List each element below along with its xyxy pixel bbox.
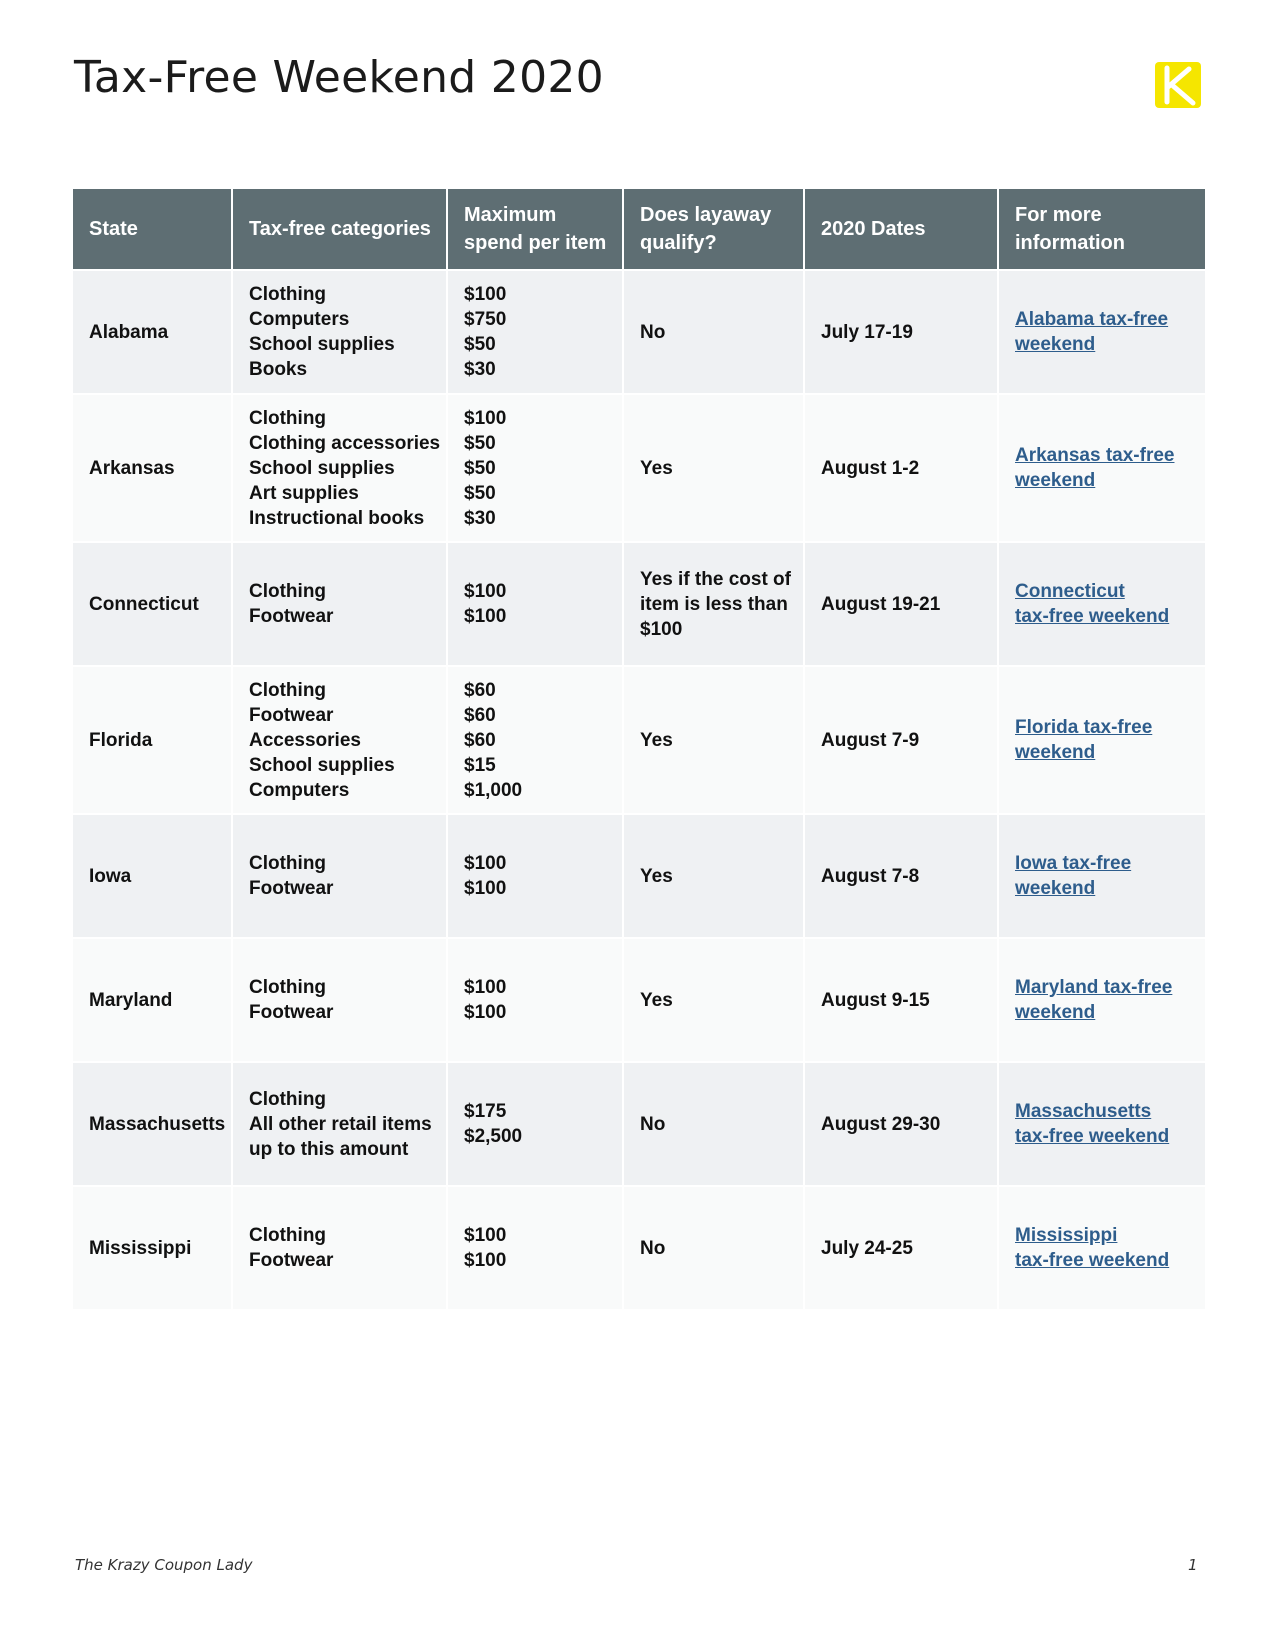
mississippi-info-link[interactable]: Mississippi tax-free weekend [1015,1225,1170,1271]
layaway-cell: Yes [624,939,803,1061]
table-row [73,939,1205,1061]
layaway-cell: Yes if the cost of item is less than $100 [624,543,803,665]
footer-brand: The Krazy Coupon Lady [75,1556,253,1574]
page-title: Tax-Free Weekend 2020 [74,52,604,103]
state-cell: Arkansas [73,395,231,541]
max-spend-cell: $100 $100 [448,815,622,937]
layaway-cell: No [624,1187,803,1309]
categories-cell: Clothing Computers School supplies Books [233,271,446,393]
categories-cell: Clothing Footwear [233,1187,446,1309]
layaway-cell: Yes [624,667,803,813]
state-cell: Mississippi [73,1187,231,1309]
state-cell: Maryland [73,939,231,1061]
dates-cell: August 7-8 [805,815,997,937]
dates-cell: July 17-19 [805,271,997,393]
layaway-cell: No [624,271,803,393]
connecticut-info-link[interactable]: Connecticut tax-free weekend [1015,581,1170,627]
header-info: For more information [999,189,1205,269]
table-row [73,543,1205,665]
max-spend-cell: $100 $100 [448,543,622,665]
info-link-cell [999,939,1205,1061]
dates-cell: August 19-21 [805,543,997,665]
info-link-cell [999,271,1205,393]
header-layaway: Does layaway qualify? [624,189,803,269]
categories-cell: Clothing Clothing accessories School supplies Art supplies Instructional books [233,395,446,541]
dates-cell: August 9-15 [805,939,997,1061]
table-row [73,667,1205,813]
max-spend-cell: $100 $750 $50 $30 [448,271,622,393]
max-spend-cell: $60 $60 $60 $15 $1,000 [448,667,622,813]
header-categories: Tax-free categories [233,189,446,269]
info-link-cell [999,667,1205,813]
categories-cell: Clothing All other retail items up to this amount [233,1063,446,1185]
categories-cell: Clothing Footwear [233,815,446,937]
max-spend-cell: $100 $100 [448,939,622,1061]
layaway-cell: No [624,1063,803,1185]
table-row [73,395,1205,541]
florida-info-link[interactable]: Florida tax-free weekend [1015,717,1153,763]
table-row [73,271,1205,393]
tax-free-table [71,187,1207,1311]
max-spend-cell: $100 $50 $50 $50 $30 [448,395,622,541]
tax-free-table-container [73,189,1203,1309]
arkansas-info-link[interactable]: Arkansas tax-free weekend [1015,445,1175,491]
categories-cell: Clothing Footwear Accessories School supplies Computers [233,667,446,813]
max-spend-cell: $100 $100 [448,1187,622,1309]
dates-cell: August 29-30 [805,1063,997,1185]
state-cell: Massachusetts [73,1063,231,1185]
table-row [73,815,1205,937]
krazy-coupon-lady-logo-icon [1155,62,1201,108]
info-link-cell [999,1187,1205,1309]
max-spend-cell: $175 $2,500 [448,1063,622,1185]
page-number: 1 [1188,1556,1198,1574]
table-row [73,1063,1205,1185]
info-link-cell [999,1063,1205,1185]
state-cell: Florida [73,667,231,813]
maryland-info-link[interactable]: Maryland tax-free weekend [1015,977,1173,1023]
alabama-info-link[interactable]: Alabama tax-free weekend [1015,309,1169,355]
massachusetts-info-link[interactable]: Massachusetts tax-free weekend [1015,1101,1170,1147]
categories-cell: Clothing Footwear [233,543,446,665]
header-state: State [73,189,231,269]
info-link-cell [999,543,1205,665]
state-cell: Iowa [73,815,231,937]
dates-cell: August 1-2 [805,395,997,541]
table-row [73,1187,1205,1309]
layaway-cell: Yes [624,815,803,937]
layaway-cell: Yes [624,395,803,541]
state-cell: Alabama [73,271,231,393]
dates-cell: July 24-25 [805,1187,997,1309]
info-link-cell [999,815,1205,937]
categories-cell: Clothing Footwear [233,939,446,1061]
info-link-cell [999,395,1205,541]
table-header-row [73,189,1205,269]
iowa-info-link[interactable]: Iowa tax-free weekend [1015,853,1132,899]
state-cell: Connecticut [73,543,231,665]
dates-cell: August 7-9 [805,667,997,813]
header-dates: 2020 Dates [805,189,997,269]
header-max-spend: Maximum spend per item [448,189,622,269]
